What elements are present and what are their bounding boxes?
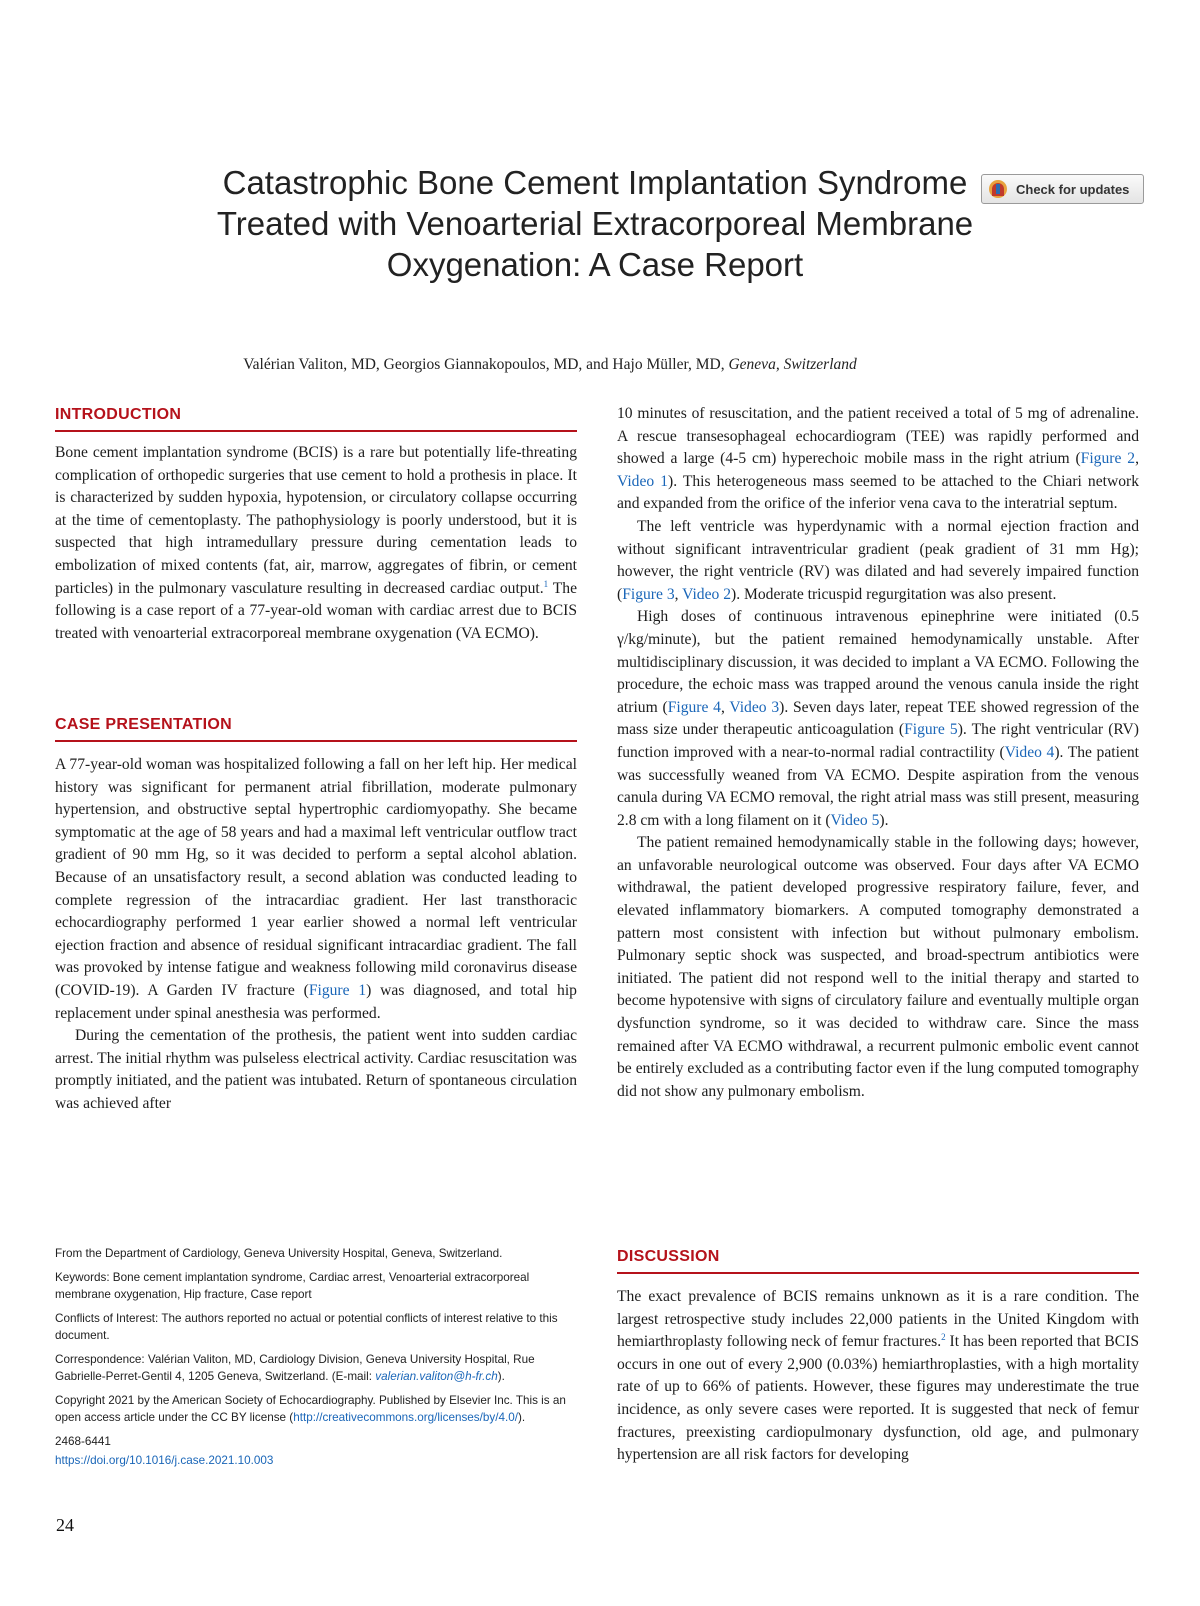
right-p3-d: ). The patient was successfully weaned from VA ECMO. Despite aspiration from the venous canula during VA ECMO removal, the right atrial mass was still present, measuring 2.8 cm with a long filament on it ( (617, 743, 1139, 829)
copyright-note (55, 1392, 577, 1427)
right-column-body (617, 403, 1139, 1103)
conflicts-note: Conflicts of Interest: The authors reported no actual or potential conflicts of interest relative to this document. (55, 1311, 558, 1342)
discussion-text-b: It has been reported that BCIS occurs in one out of every 2,900 (0.03%) hemiarthroplasties, with a high mortality rate of up to 66% of patients. However, these figures may underestimate the true incidence, as only severe cases were reported. It is suggested that neck of femur fractures, preexisting cardiopulmonary dysfunction, old age, and pulmonary hypertension are all risk factors for developing (617, 1333, 1140, 1464)
correspondence-text: Correspondence: Valérian Valiton, MD, Cardiology Division, Geneva University Hospital, Rue Gabrielle-Perret-Gentil 4, 1205 Geneva, Switzerland. (E-mail: (55, 1352, 535, 1383)
video-5-link[interactable]: Video 5 (830, 811, 880, 829)
right-p3-b: ). Seven days later, repeat TEE showed regression of the mass size under therapeutic anticoagulation ( (617, 698, 1140, 739)
affiliation-note: From the Department of Cardiology, Geneva University Hospital, Geneva, Switzerland. (55, 1247, 503, 1260)
correspondence-note (55, 1351, 577, 1386)
issn-note: 2468-6441 (55, 1434, 111, 1448)
author-location: Geneva, Switzerland (728, 356, 857, 373)
page-number: 24 (56, 1515, 74, 1535)
copyright-end: ). (517, 1411, 526, 1424)
case-text-a: A 77-year-old woman was hospitalized following a fall on her left hip. Her medical history was significant for permanent atrial fibrillation, moderate pulmonary hypertension, and obstructive septal hypertrophic cardiomyopathy. She became symptomatic at the age of 58 years and had a maximal left ventricular outflow tract gradient of 90 mm Hg, so it was decided to perform a septal alcohol ablation. Because of an unsatisfactory result, a second ablation was conducted leading to complete regression of the intracardiac gradient. Her last transthoracic echocardiography performed 1 year earlier showed a normal left ventricular ejection fraction and absence of residual significant intracardiac gradient. The fall was provoked by intense fatigue and weakness following mild coronavirus disease (COVID-19). A Garden IV fracture ( (55, 756, 577, 999)
reference-1-link[interactable]: 1 (543, 578, 549, 589)
figure-2-link[interactable]: Figure 2 (1080, 450, 1136, 468)
introduction-paragraph (55, 442, 577, 645)
figure-5-link[interactable]: Figure 5 (904, 721, 958, 739)
separator: , (720, 698, 730, 716)
case-paragraph-2: During the cementation of the prothesis, the patient went into sudden cardiac arrest. The initial rhythm was pulseless electrical activity. Cardiac resuscitation was promptly initiated, and the patient was intubated. Return of spontaneous circulation was achieved after (55, 1027, 577, 1112)
figure-4-link[interactable]: Figure 4 (667, 698, 721, 716)
correspondence-end: ). (497, 1370, 505, 1383)
author-line (100, 356, 1000, 374)
keywords-note: Keywords: Bone cement implantation syndrome, Cardiac arrest, Venoarterial extracorporeal membrane oxygenation, Hip fracture, Case report (55, 1270, 530, 1301)
right-paragraph-1 (617, 403, 1139, 516)
intro-text-b: The following is a case report of a 77-year-old woman with cardiac arrest due to BCIS treated with venoarterial extracorporeal membrane oxygenation (VA ECMO). (55, 579, 577, 642)
reference-2-link[interactable]: 2 (941, 1332, 946, 1342)
copyright-text: Copyright 2021 by the American Society of Echocardiography. Published by Elsevier Inc. This is an open access article under the CC BY license ( (55, 1393, 566, 1424)
case-presentation-body (55, 754, 577, 1116)
right-p3-e: ). (879, 811, 889, 829)
right-p1-a: 10 minutes of resuscitation, and the patient received a total of 5 mg of adrenaline. A rescue transesophageal echocardiogram (TEE) was rapidly performed and showed a large (4-5 cm) hyperechoic mobile mass in the right atrium ( (617, 405, 1139, 468)
figure-1-link[interactable]: Figure 1 (308, 981, 367, 999)
right-p3-a: High doses of continuous intravenous epinephrine were initiated (0.5 γ/kg/minute), but the patient remained hemodynamically unstable. After multidisciplinary discussion, it was decided to implant a VA ECMO. Following the procedure, the echoic mass was trapped around the venous canula inside the right atrium ( (617, 608, 1139, 716)
article-footnotes (55, 1245, 577, 1476)
discussion-heading: DISCUSSION (617, 1248, 1139, 1274)
right-p1-b: ). This heterogeneous mass seemed to be attached to the Chiari network and expanded from the orifice of the inferior vena cava to the interatrial septum. (617, 472, 1140, 513)
email-link[interactable]: valerian.valiton@h-fr.ch (375, 1370, 498, 1383)
separator: , (674, 585, 683, 603)
article-title: Catastrophic Bone Cement Implantation Syndrome Treated with Venoarterial Extracorporeal Membrane Oxygenation: A Case Report (216, 164, 974, 283)
figure-3-link[interactable]: Figure 3 (622, 585, 675, 603)
right-p2-a: The left ventricle was hyperdynamic with a normal ejection fraction and without significant intraventricular gradient (peak gradient of 31 mm Hg); however, the right ventricle (RV) was dilated and had severely impaired function ( (617, 517, 1139, 603)
doi-link[interactable]: https://doi.org/10.1016/j.case.2021.10.003 (55, 1454, 274, 1467)
video-2-link[interactable]: Video 2 (682, 585, 732, 603)
right-p2-b: ). Moderate tricuspid regurgitation was also present. (731, 585, 1057, 603)
case-text-b: ) was diagnosed, and total hip replacement under spinal anesthesia was performed. (55, 981, 577, 1022)
discussion-paragraph (617, 1286, 1139, 1467)
case-paragraph-1 (55, 754, 577, 1025)
video-4-link[interactable]: Video 4 (1004, 743, 1055, 761)
right-p3-c: ). The right ventricular (RV) function improved with a near-to-normal radial contractility ( (617, 721, 1139, 761)
author-names: Valérian Valiton, MD, Georgios Giannakopoulos, MD, and Hajo Müller, MD, (243, 356, 725, 373)
right-paragraph-3 (617, 606, 1139, 832)
check-for-updates-button[interactable] (981, 174, 1144, 204)
video-1-link[interactable]: Video 1 (617, 472, 669, 490)
discussion-text-a: The exact prevalence of BCIS remains unknown as it is a rare condition. The largest retrospective study includes 22,000 patients in the United Kingdom with hemiarthroplasty following neck of femur fractures. (617, 1288, 1139, 1351)
right-paragraph-2 (617, 516, 1139, 606)
license-link[interactable]: http://creativecommons.org/licenses/by/4.0/ (293, 1411, 518, 1424)
crossmark-icon (988, 179, 1008, 199)
separator: , (1135, 450, 1139, 468)
check-for-updates-label: Check for updates (1016, 181, 1130, 197)
right-paragraph-4: The patient remained hemodynamically stable in the following days; however, an unfavorable neurological outcome was observed. Four days after VA ECMO withdrawal, the patient developed progressive respiratory failure, fever, and elevated inflammatory biomarkers. A computed tomography demonstrated a pattern most consistent with infection but without pulmonary embolism. Pulmonary septic shock was suspected, and broad-spectrum antibiotics were initiated. The patient did not respond well to the initial therapy and started to become hypotensive with signs of circulatory failure and eventually multiple organ dysfunction syndrome, so it was decided to withdraw care. Since the mass remained after VA ECMO withdrawal, a recurrent pulmonic embolic event cannot be entirely excluded as a contributing factor even if the lung computed tomography did not show any pulmonary embolism. (617, 834, 1139, 1100)
case-presentation-heading: CASE PRESENTATION (55, 716, 577, 742)
intro-text-a: Bone cement implantation syndrome (BCIS) is a rare but potentially life-threating complication of orthopedic surgeries that use cement to hold a prothesis in place. It is characterized by sudden hypoxia, hypotension, or circulatory collapse occurring at the time of cementoplasty. The pathophysiology is poorly understood, but it is suspected that high intramedullary pressure during cementation leads to embolization of mixed contents (fat, air, marrow, aggregates of fibrin, or cement particles) in the pulmonary vasculature resulting in decreased cardiac output. (55, 444, 577, 597)
introduction-heading: INTRODUCTION (55, 406, 577, 432)
video-3-link[interactable]: Video 3 (729, 698, 780, 716)
